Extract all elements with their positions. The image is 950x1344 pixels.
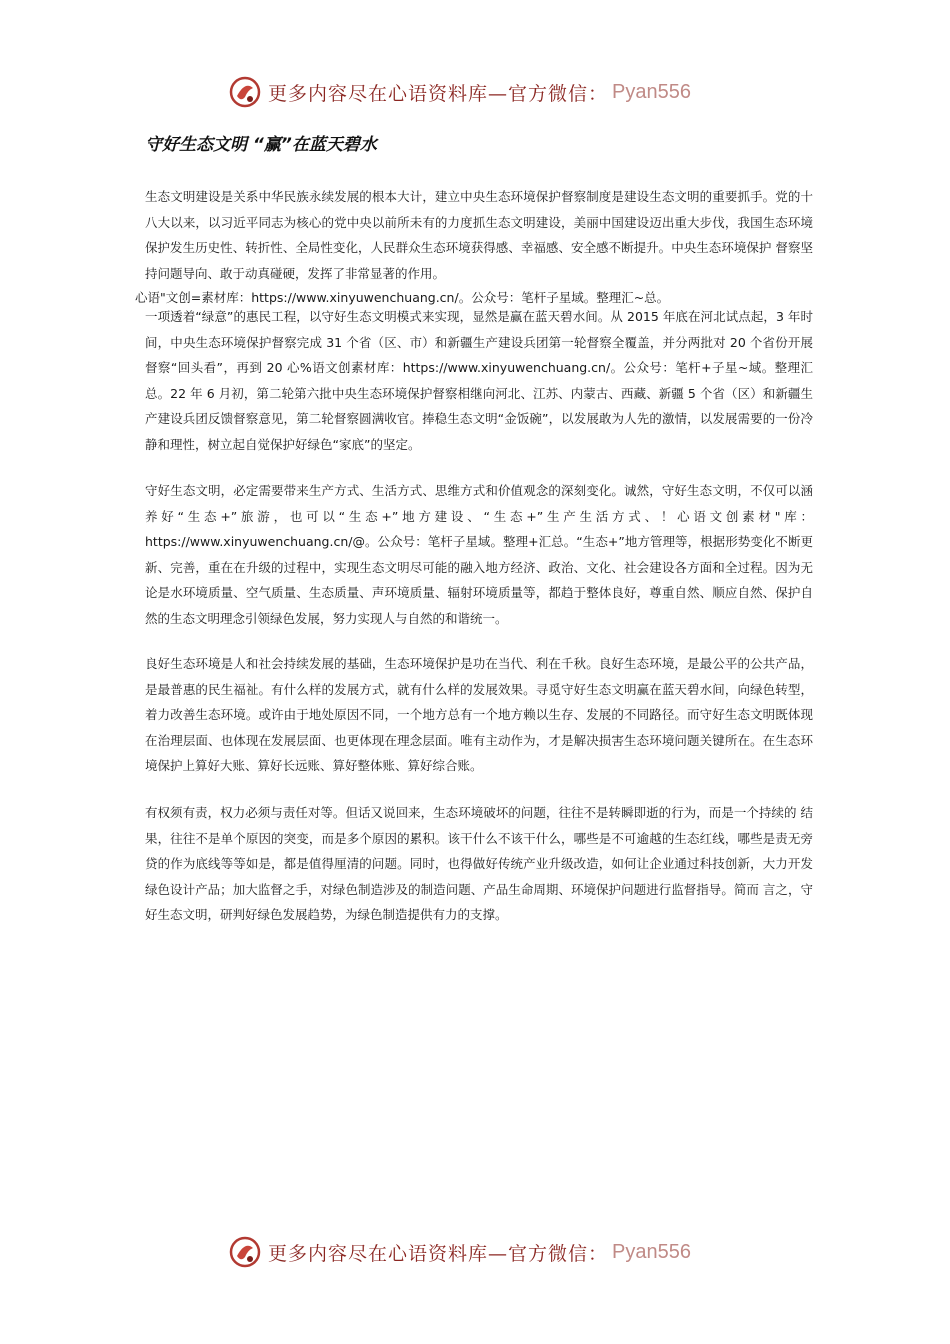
banner-text: 更多内容尽在心语资料库—官方微信：	[268, 1242, 609, 1265]
header-banner	[228, 72, 728, 112]
paragraph-5: 有权须有责，权力必须与责任对等。但话又说回来，生态环境破坏的问题，往往不是转瞬即逝的行为，而是一个持续的 结果，往往不是单个原因的突变，而是多个原因的累积。该干什么不该干什么，哪些是不可逾越的生态红线，哪些是责无旁贷的作为底线等等如是，都是值得厘清的问题。同时，也得做好传统产业升级改造，如何让企业通过科技创新，大力开发绿色设计产品；加大监督之手，对绿色制造涉及的制造问题、产品生命周期、环境保护问题进行监督指导。简而 言之，守好生态文明，研判好绿色发展趋势，为绿色制造提供有力的支撑。	[145, 805, 813, 923]
paragraph-3: 守好生态文明，必定需要带来生产方式、生活方式、思维方式和价值观念的深刻变化。诚然，守好生态文明，不仅可以涵养好“生态+”旅游，也可以“生态+”地方建设、“生态+”生产生活方式、！心语文创素材"库：https://www.xinyuwenchuang.cn/@。公众号：笔杆子星域。整理+汇总。“生态+”地方管理等，根据形势变化不断更新、完善，重在在升级的过程中，实现生态文明尽可能的融入地方经济、政治、文化、社会建设各方面和全过程。因为无论是水环境质量、空气质量、生态质量、声环境质量、辐射环境质量等，都趋于整体良好，尊重自然、顺应自然、保护自然的生态文明理念引领绿色发展，努力实现人与自然的和谐统一。	[145, 483, 813, 626]
banner-account: Pyan556	[612, 80, 691, 103]
footer-banner	[228, 1232, 728, 1272]
paragraph-4: 良好生态环境是人和社会持续发展的基础，生态环境保护是功在当代、利在千秋。良好生态环境，是最公平的公共产品， 是最普惠的民生福祉。有什么样的发展方式，就有什么样的发展效果。寻觅守好生态文明赢在蓝天碧水间，向绿色转型， 着力改善生态环境。或许由于地处原因不同，一个地方总有一个地方赖以生存、发展的不同路径。而守好生态文明既体现在治理层面、也体现在发展层面、也更体现在理念层面。唯有主动作为，才是解决损害生态环境问题关键所在。在生态环境保护上算好大账、算好长远账、算好整体账、算好综合账。	[145, 656, 813, 774]
banner-text: 更多内容尽在心语资料库—官方微信：	[268, 82, 609, 105]
banner-account: Pyan556	[612, 1240, 691, 1263]
article-title: 守好生态文明 “赢”在蓝天碧水	[145, 135, 377, 155]
paragraph-2: 一项透着“绿意”的惠民工程，以守好生态文明模式来实现，显然是赢在蓝天碧水间。从 2015 年底在河北试点起，3 年时间，中央生态环境保护督察完成 31 个省（区、市）和新疆生产建设兵团第一轮督察全覆盖，并分两批对 20 个省份开展督察“回头看”，再到 20 心%语文创素材库：https://www.xinyuwenchuang.cn/。公众号：笔杆+子星~域。整理汇总。22 年 6 月初，第二轮第六批中央生态环境保护督察相继向河北、江苏、内蒙古、西藏、新疆 5 个省（区）和新疆生产建设兵团反馈督察意见，第二轮督察圆满收官。捧稳生态文明“金饭碗”，以发展敢为人先的激情，以发展需要的一份冷静和理性，树立起自觉保护好绿色“家底”的坚定。	[145, 309, 813, 452]
logo-icon	[228, 75, 262, 109]
paragraph-1: 生态文明建设是关系中华民族永续发展的根本大计，建立中央生态环境保护督察制度是建设生态文明的重要抓手。党的十八大以来，以习近平同志为核心的党中央以前所未有的力度抓生态文明建设，美丽中国建设迈出重大步伐，我国生态环境保护发生历史性、转折性、全局性变化，人民群众生态环境获得感、幸福感、安全感不断提升。中央生态环境保护 督察坚持问题导向、敢于动真碰硬，发挥了非常显著的作用。	[145, 189, 813, 281]
logo-icon	[228, 1235, 262, 1269]
paragraph-watermark: 心语"文创=素材库：https://www.xinyuwenchuang.cn/。公众号：笔杆子星域。整理汇~总。	[135, 290, 670, 305]
